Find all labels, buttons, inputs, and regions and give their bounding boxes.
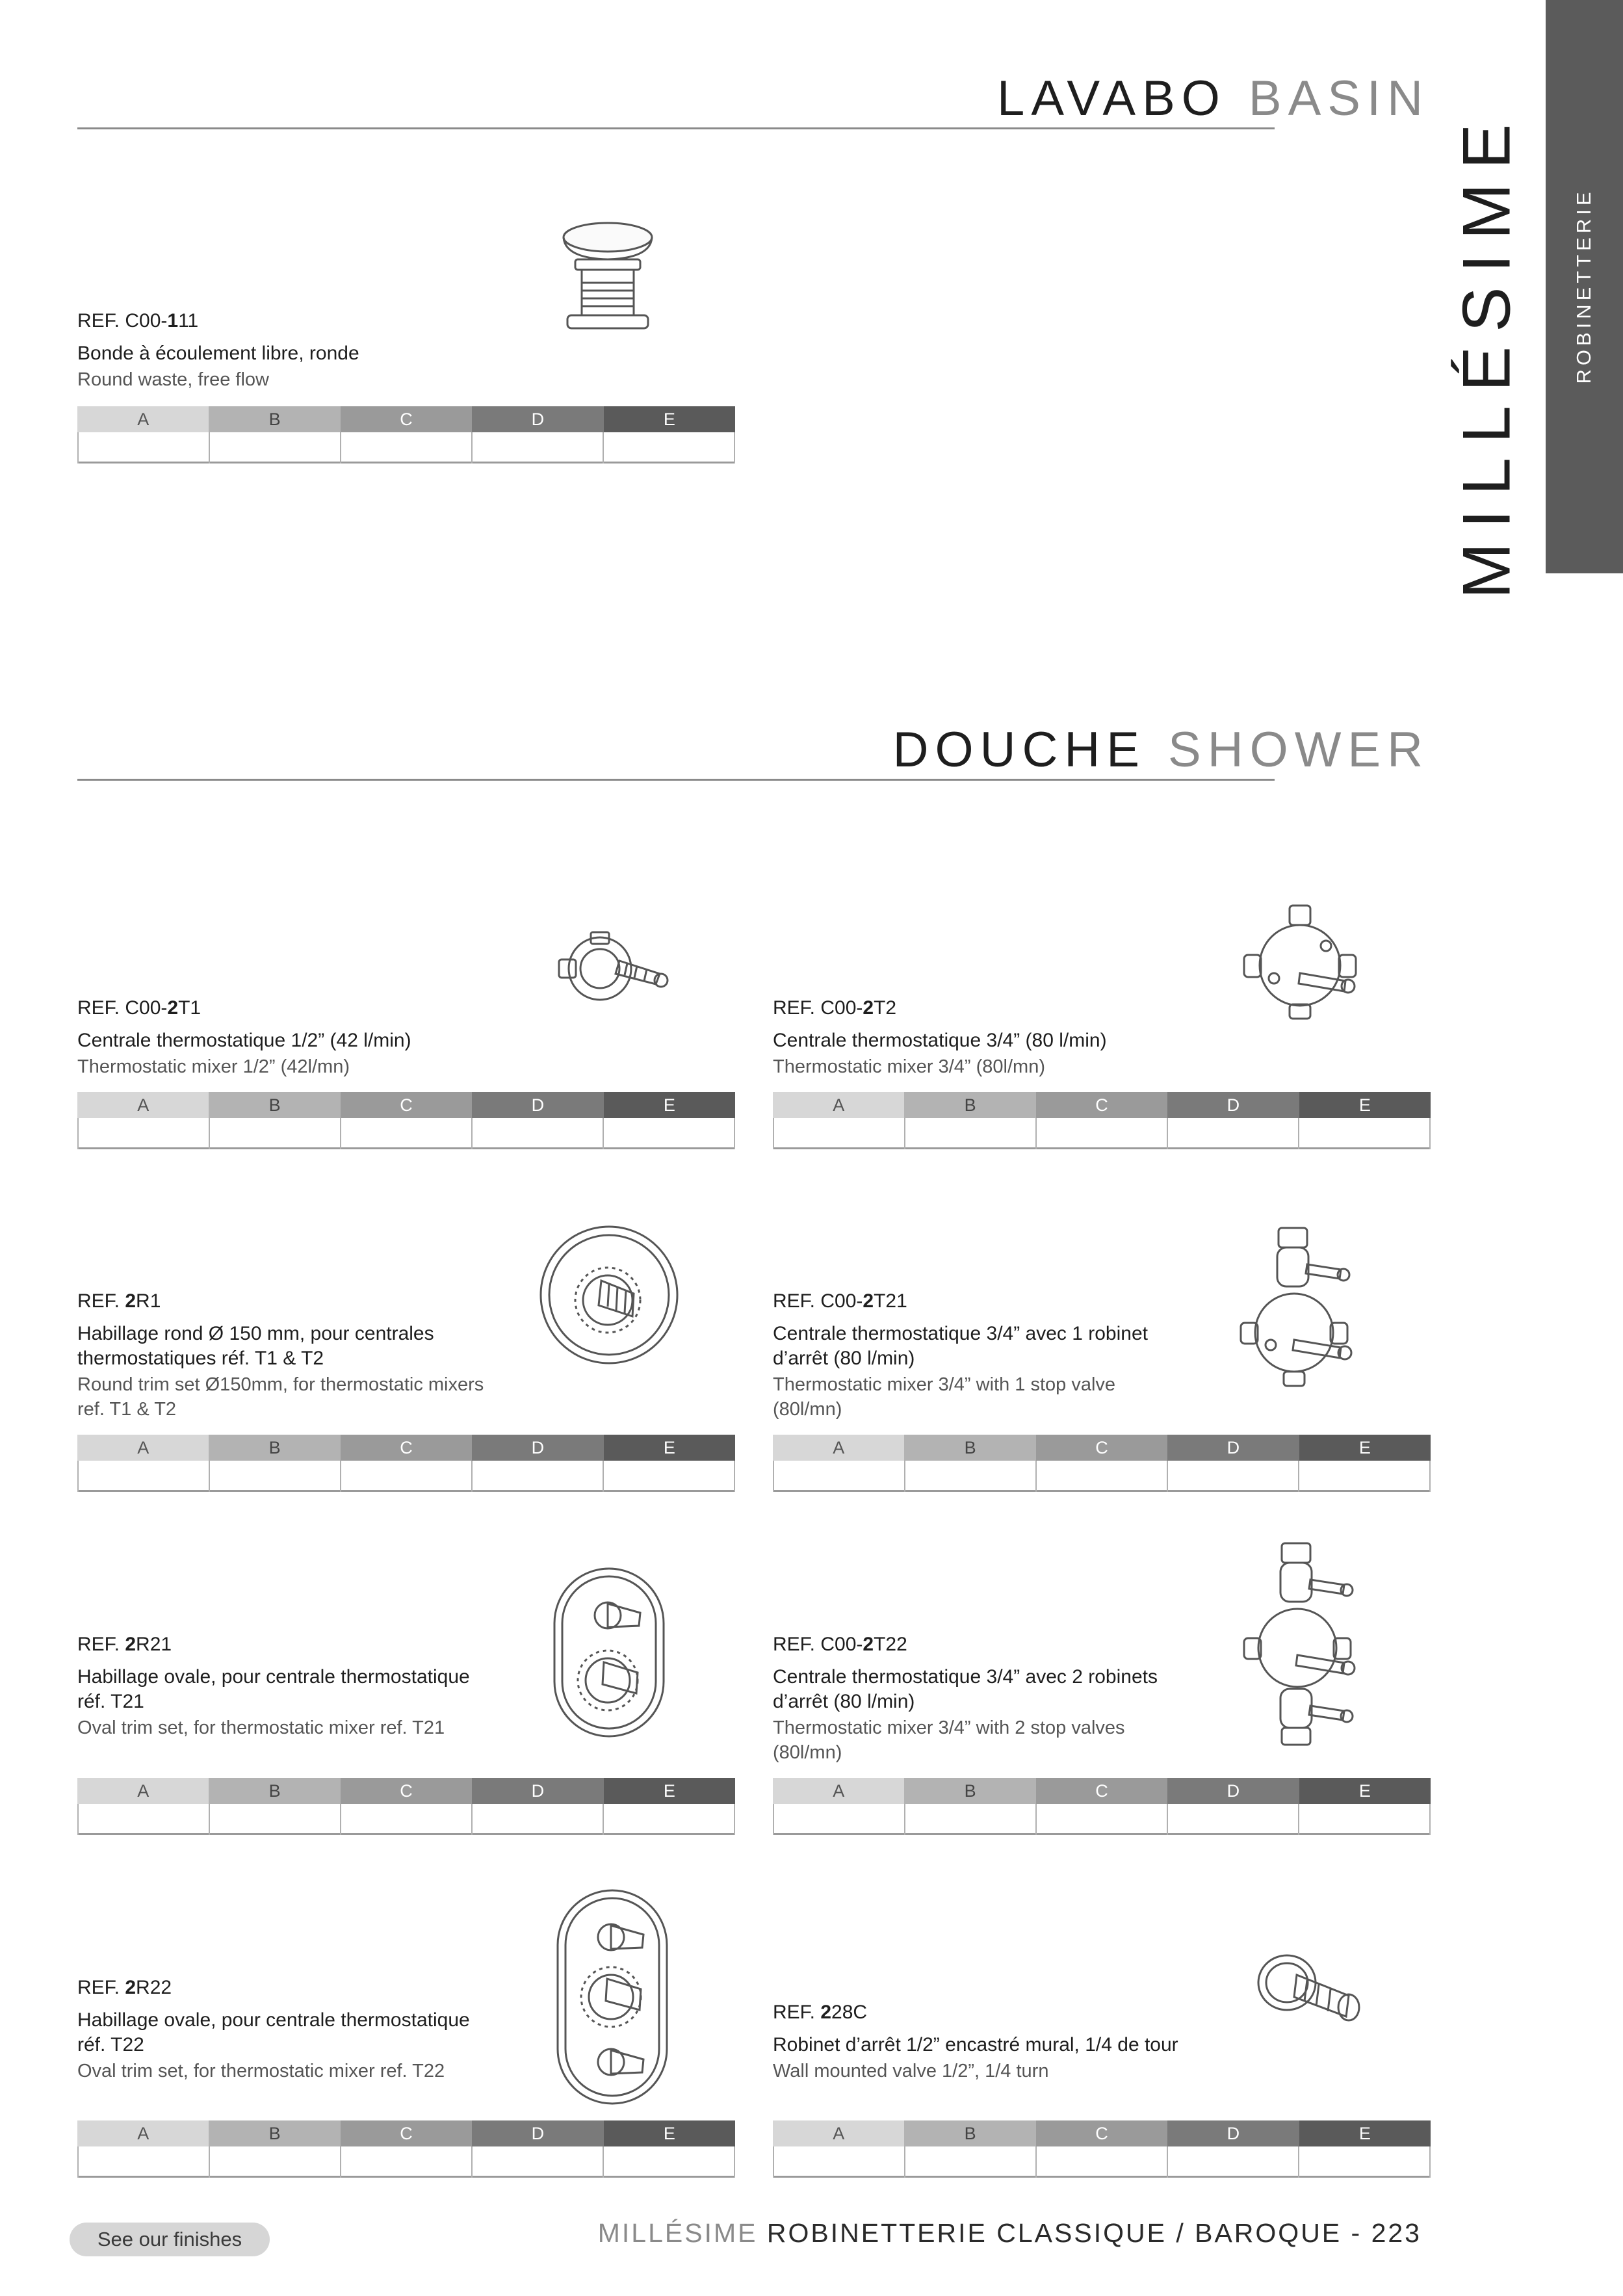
section-title-shower <box>893 722 1429 778</box>
finish-col-a: A <box>773 2120 904 2146</box>
finish-col-c: C <box>341 406 472 432</box>
product-ref: REF. C00-111 <box>77 310 199 332</box>
product-ref: REF. 2R1 <box>77 1290 161 1312</box>
finish-table <box>77 1435 735 1492</box>
round-trim-set-icon <box>536 1222 682 1372</box>
product-description-en: Wall mounted valve 1/2”, 1/4 turn <box>773 2061 1049 2081</box>
thermostatic-mixer-two-valves-icon <box>1235 1541 1365 1768</box>
oval-trim-set-two-icon <box>549 1563 669 1745</box>
finish-col-a: A <box>77 1092 209 1118</box>
product-description-en: Round trim set Ø150mm, for thermostatic mixers ref. T1 & T2 <box>77 1374 484 1420</box>
finish-table <box>77 406 735 463</box>
product-ref: REF. 228C <box>773 2002 868 2023</box>
finish-col-b: B <box>209 2120 340 2146</box>
finish-col-d: D <box>1167 1092 1299 1118</box>
product-description-en: Oval trim set, for thermostatic mixer ref. T22 <box>77 2061 445 2081</box>
finish-col-e: E <box>1299 1435 1431 1461</box>
product-description-fr: Habillage rond Ø 150 mm, pour centrales thermostatiques réf. T1 & T2 <box>77 1323 434 1369</box>
finish-col-b: B <box>904 1435 1035 1461</box>
finish-col-c: C <box>1036 1435 1167 1461</box>
finish-col-a: A <box>77 2120 209 2146</box>
finish-col-a: A <box>77 1778 209 1804</box>
finish-col-d: D <box>472 406 603 432</box>
finish-col-d: D <box>472 1778 603 1804</box>
page-footer <box>598 2218 1422 2249</box>
finish-col-d: D <box>472 2120 603 2146</box>
oval-trim-set-three-icon <box>552 1885 673 2113</box>
finish-col-d: D <box>1167 1435 1299 1461</box>
product-description-fr: Habillage ovale, pour centrale thermostatique réf. T21 <box>77 1666 470 1712</box>
product-description-fr: Bonde à écoulement libre, ronde <box>77 343 359 364</box>
finish-col-c: C <box>341 1092 472 1118</box>
finish-col-e: E <box>604 1778 735 1804</box>
product-ref: REF. C00-2T21 <box>773 1290 907 1312</box>
finish-col-e: E <box>604 1435 735 1461</box>
finish-col-e: E <box>604 1092 735 1118</box>
thermostatic-mixer-three-quarter-icon <box>1235 900 1365 1034</box>
wall-valve-icon <box>1251 1944 1371 2044</box>
product-description-fr: Centrale thermostatique 1/2” (42 l/min) <box>77 1030 411 1051</box>
finish-col-e: E <box>1299 1092 1431 1118</box>
finish-col-b: B <box>209 1092 340 1118</box>
finish-col-a: A <box>773 1778 904 1804</box>
footer-brand: MILLÉSIME <box>597 2218 758 2248</box>
section-title-en: BASIN <box>1248 71 1429 126</box>
finish-col-b: B <box>904 1778 1035 1804</box>
product-description-en: Thermostatic mixer 3/4” (80l/mn) <box>773 1056 1045 1077</box>
finish-table <box>773 2120 1431 2178</box>
see-finishes-button[interactable]: See our finishes <box>70 2223 270 2256</box>
finish-col-a: A <box>77 1435 209 1461</box>
category-label: ROBINETTERIE <box>1572 188 1595 384</box>
finish-col-c: C <box>341 1778 472 1804</box>
finish-col-a: A <box>77 406 209 432</box>
finish-col-a: A <box>773 1435 904 1461</box>
finish-col-e: E <box>604 406 735 432</box>
finish-col-b: B <box>209 1435 340 1461</box>
finish-col-b: B <box>904 2120 1035 2146</box>
product-ref: REF. C00-2T22 <box>773 1634 907 1655</box>
finish-col-b: B <box>209 406 340 432</box>
product-ref: REF. 2R22 <box>77 1977 172 1998</box>
thermostatic-mixer-one-valve-icon <box>1232 1225 1362 1407</box>
finish-col-d: D <box>472 1092 603 1118</box>
finish-table <box>77 2120 735 2178</box>
product-description-fr: Centrale thermostatique 3/4” (80 l/min) <box>773 1030 1107 1051</box>
product-description-fr: Centrale thermostatique 3/4” avec 2 robinets d’arrêt (80 l/min) <box>773 1666 1158 1712</box>
product-ref: REF. C00-2T2 <box>773 997 897 1019</box>
footer-collection-page: ROBINETTERIE CLASSIQUE / BAROQUE - 223 <box>757 2218 1422 2248</box>
round-waste-icon <box>556 218 660 345</box>
thermostatic-mixer-half-icon <box>549 923 679 1024</box>
section-title-fr: DOUCHE <box>892 722 1146 777</box>
finish-col-e: E <box>604 2120 735 2146</box>
finish-col-e: E <box>1299 1778 1431 1804</box>
finish-table <box>773 1435 1431 1492</box>
brand-vertical-title: MILLÉSIME <box>1449 109 1525 599</box>
finish-col-c: C <box>1036 1092 1167 1118</box>
product-description-fr: Habillage ovale, pour centrale thermostatique réf. T22 <box>77 2009 470 2055</box>
product-ref: REF. C00-2T1 <box>77 997 201 1019</box>
finish-col-d: D <box>472 1435 603 1461</box>
product-description-fr: Centrale thermostatique 3/4” avec 1 robinet d’arrêt (80 l/min) <box>773 1323 1148 1369</box>
finish-col-c: C <box>1036 2120 1167 2146</box>
finish-col-b: B <box>209 1778 340 1804</box>
finish-col-d: D <box>1167 1778 1299 1804</box>
finish-table <box>77 1778 735 1835</box>
finish-col-e: E <box>1299 2120 1431 2146</box>
product-description-en: Thermostatic mixer 1/2” (42l/mn) <box>77 1056 350 1077</box>
product-description-en: Thermostatic mixer 3/4” with 1 stop valve (80l/mn) <box>773 1374 1116 1420</box>
section-title-basin <box>997 70 1429 127</box>
section-title-en: SHOWER <box>1168 722 1429 777</box>
product-description-en: Round waste, free flow <box>77 369 269 390</box>
finish-col-a: A <box>773 1092 904 1118</box>
finish-table <box>77 1092 735 1149</box>
section-divider <box>77 779 1275 781</box>
section-title-fr: LAVABO <box>997 71 1227 126</box>
finish-col-c: C <box>1036 1778 1167 1804</box>
finish-col-c: C <box>341 1435 472 1461</box>
finish-col-d: D <box>1167 2120 1299 2146</box>
finish-table <box>773 1778 1431 1835</box>
product-description-fr: Robinet d’arrêt 1/2” encastré mural, 1/4 de tour <box>773 2034 1178 2055</box>
section-divider <box>77 127 1275 129</box>
finish-table <box>773 1092 1431 1149</box>
product-ref: REF. 2R21 <box>77 1634 172 1655</box>
product-description-en: Thermostatic mixer 3/4” with 2 stop valves (80l/mn) <box>773 1717 1125 1763</box>
product-description-en: Oval trim set, for thermostatic mixer ref. T21 <box>77 1717 445 1738</box>
finish-col-c: C <box>341 2120 472 2146</box>
finish-col-b: B <box>904 1092 1035 1118</box>
